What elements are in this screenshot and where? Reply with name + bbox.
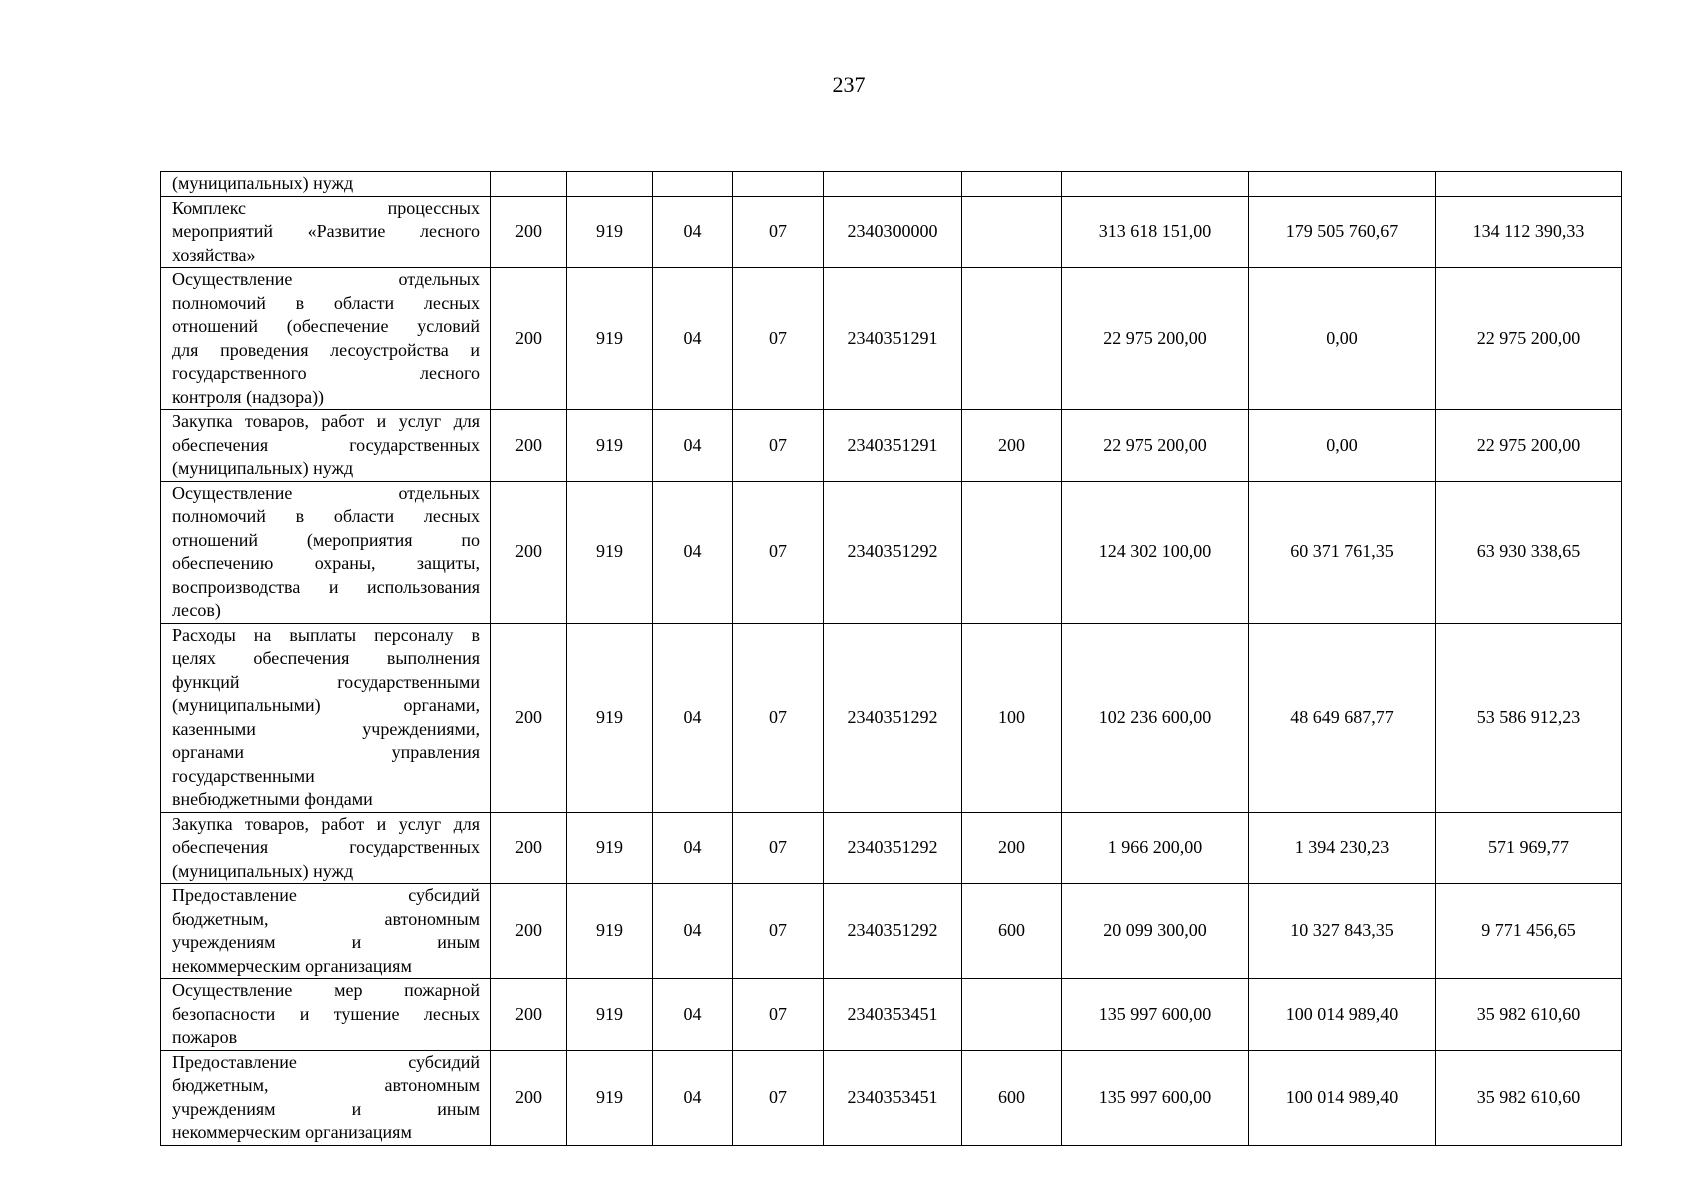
section-cell: 04 bbox=[653, 268, 733, 410]
description-line: учреждениям и иным bbox=[172, 1098, 480, 1119]
admin-code-cell: 200 bbox=[491, 812, 567, 884]
remainder-amount-cell: 9 771 456,65 bbox=[1436, 884, 1622, 979]
row-description bbox=[161, 884, 491, 979]
plan-amount-cell: 313 618 151,00 bbox=[1062, 196, 1249, 268]
plan-amount-cell: 20 099 300,00 bbox=[1062, 884, 1249, 979]
row-description bbox=[161, 979, 491, 1051]
table-row bbox=[161, 172, 1622, 197]
executed-amount-cell: 10 327 843,35 bbox=[1249, 884, 1436, 979]
subsection-cell: 07 bbox=[733, 410, 824, 482]
ministry-code-cell: 919 bbox=[567, 196, 653, 268]
table-row bbox=[161, 481, 1622, 623]
expense-type-cell bbox=[962, 481, 1062, 623]
plan-amount-cell: 135 997 600,00 bbox=[1062, 1050, 1249, 1145]
table-row bbox=[161, 410, 1622, 482]
ministry-code-cell: 919 bbox=[567, 268, 653, 410]
description-line: хозяйства» bbox=[172, 244, 256, 265]
target-article-cell: 2340351291 bbox=[824, 410, 962, 482]
row-description bbox=[161, 268, 491, 410]
remainder-amount-cell: 571 969,77 bbox=[1436, 812, 1622, 884]
description-line: некоммерческим организациям bbox=[172, 1122, 412, 1142]
description-line: Комплекс процессных bbox=[172, 197, 480, 218]
remainder-amount-cell: 134 112 390,33 bbox=[1436, 196, 1622, 268]
subsection-cell: 07 bbox=[733, 979, 824, 1051]
row-description bbox=[161, 172, 491, 197]
description-line: Осуществление мер пожарной bbox=[172, 980, 480, 1000]
remainder-amount-cell: 53 586 912,23 bbox=[1436, 623, 1622, 812]
subsection-cell: 07 bbox=[733, 623, 824, 812]
plan-amount-cell: 135 997 600,00 bbox=[1062, 979, 1249, 1051]
admin-code-cell bbox=[491, 172, 567, 197]
plan-amount-cell: 22 975 200,00 bbox=[1062, 268, 1249, 410]
executed-amount-cell: 0,00 bbox=[1249, 410, 1436, 482]
table-body bbox=[161, 172, 1622, 1146]
description-line: казенными учреждениями, bbox=[172, 718, 480, 739]
ministry-code-cell: 919 bbox=[567, 884, 653, 979]
expense-type-cell bbox=[962, 268, 1062, 410]
budget-table bbox=[160, 171, 1622, 1146]
remainder-amount-cell: 63 930 338,65 bbox=[1436, 481, 1622, 623]
description-line: бюджетным, автономным bbox=[172, 1075, 480, 1095]
executed-amount-cell: 179 505 760,67 bbox=[1249, 196, 1436, 268]
ministry-code-cell: 919 bbox=[567, 623, 653, 812]
executed-amount-cell: 0,00 bbox=[1249, 268, 1436, 410]
description-line: полномочий в области лесных bbox=[172, 292, 480, 313]
section-cell: 04 bbox=[653, 884, 733, 979]
description-line: (муниципальными) органами, bbox=[172, 695, 480, 715]
plan-amount-cell: 102 236 600,00 bbox=[1062, 623, 1249, 812]
expense-type-cell: 200 bbox=[962, 812, 1062, 884]
executed-amount-cell: 48 649 687,77 bbox=[1249, 623, 1436, 812]
row-description bbox=[161, 196, 491, 268]
description-line: безопасности и тушение лесных bbox=[172, 1003, 480, 1024]
description-line: государственного лесного bbox=[172, 363, 480, 383]
ministry-code-cell: 919 bbox=[567, 1050, 653, 1145]
admin-code-cell: 200 bbox=[491, 481, 567, 623]
section-cell: 04 bbox=[653, 979, 733, 1051]
expense-type-cell: 100 bbox=[962, 623, 1062, 812]
description-line: государственными bbox=[172, 765, 315, 786]
description-line: полномочий в области лесных bbox=[172, 506, 480, 526]
description-line: целях обеспечения выполнения bbox=[172, 648, 480, 668]
ministry-code-cell bbox=[567, 172, 653, 197]
remainder-amount-cell: 22 975 200,00 bbox=[1436, 410, 1622, 482]
description-line: органами управления bbox=[172, 742, 480, 762]
executed-amount-cell: 100 014 989,40 bbox=[1249, 1050, 1436, 1145]
table-row bbox=[161, 979, 1622, 1051]
subsection-cell: 07 bbox=[733, 481, 824, 623]
section-cell: 04 bbox=[653, 196, 733, 268]
description-line: Предоставление субсидий bbox=[172, 885, 480, 905]
section-cell: 04 bbox=[653, 623, 733, 812]
description-line: Расходы на выплаты персоналу в bbox=[172, 624, 480, 645]
table-row bbox=[161, 1050, 1622, 1145]
description-line: Закупка товаров, работ и услуг для bbox=[172, 813, 480, 834]
remainder-amount-cell: 22 975 200,00 bbox=[1436, 268, 1622, 410]
expense-type-cell: 600 bbox=[962, 1050, 1062, 1145]
plan-amount-cell: 1 966 200,00 bbox=[1062, 812, 1249, 884]
description-line: (муниципальных) нужд bbox=[172, 458, 354, 478]
plan-amount-cell bbox=[1062, 172, 1249, 197]
description-line: отношений (мероприятия по bbox=[172, 529, 480, 550]
description-line: (муниципальных) нужд bbox=[172, 173, 354, 193]
section-cell: 04 bbox=[653, 481, 733, 623]
description-line: обеспечения государственных bbox=[172, 434, 480, 455]
description-line: воспроизводства и использования bbox=[172, 576, 480, 597]
page-number: 237 bbox=[832, 72, 866, 97]
ministry-code-cell: 919 bbox=[567, 812, 653, 884]
executed-amount-cell: 1 394 230,23 bbox=[1249, 812, 1436, 884]
description-line: Предоставление субсидий bbox=[172, 1051, 480, 1072]
description-line: лесов) bbox=[172, 600, 221, 620]
row-description bbox=[161, 812, 491, 884]
admin-code-cell: 200 bbox=[491, 1050, 567, 1145]
remainder-amount-cell bbox=[1436, 172, 1622, 197]
table-row bbox=[161, 884, 1622, 979]
description-line: обеспечению охраны, защиты, bbox=[172, 553, 480, 573]
target-article-cell: 2340353451 bbox=[824, 979, 962, 1051]
table-row bbox=[161, 196, 1622, 268]
section-cell: 04 bbox=[653, 410, 733, 482]
expense-type-cell bbox=[962, 172, 1062, 197]
admin-code-cell: 200 bbox=[491, 268, 567, 410]
description-line: Осуществление отдельных bbox=[172, 269, 480, 289]
ministry-code-cell: 919 bbox=[567, 979, 653, 1051]
executed-amount-cell bbox=[1249, 172, 1436, 197]
description-line: Закупка товаров, работ и услуг для bbox=[172, 411, 480, 431]
admin-code-cell: 200 bbox=[491, 623, 567, 812]
description-line: внебюджетными фондами bbox=[172, 789, 373, 809]
description-line: контроля (надзора)) bbox=[172, 386, 325, 407]
table-row bbox=[161, 623, 1622, 812]
section-cell bbox=[653, 172, 733, 197]
description-line: для проведения лесоустройства и bbox=[172, 339, 480, 360]
expense-type-cell: 200 bbox=[962, 410, 1062, 482]
description-line: (муниципальных) нужд bbox=[172, 860, 354, 881]
row-description bbox=[161, 410, 491, 482]
target-article-cell: 2340351291 bbox=[824, 268, 962, 410]
executed-amount-cell: 60 371 761,35 bbox=[1249, 481, 1436, 623]
description-line: пожаров bbox=[172, 1027, 238, 1047]
row-description bbox=[161, 1050, 491, 1145]
target-article-cell: 2340351292 bbox=[824, 481, 962, 623]
subsection-cell: 07 bbox=[733, 1050, 824, 1145]
subsection-cell: 07 bbox=[733, 196, 824, 268]
executed-amount-cell: 100 014 989,40 bbox=[1249, 979, 1436, 1051]
description-line: отношений (обеспечение условий bbox=[172, 316, 480, 336]
description-line: бюджетным, автономным bbox=[172, 908, 480, 929]
row-description bbox=[161, 481, 491, 623]
target-article-cell: 2340300000 bbox=[824, 196, 962, 268]
admin-code-cell: 200 bbox=[491, 410, 567, 482]
table-row bbox=[161, 812, 1622, 884]
row-description bbox=[161, 623, 491, 812]
expense-type-cell bbox=[962, 196, 1062, 268]
subsection-cell: 07 bbox=[733, 812, 824, 884]
target-article-cell: 2340351292 bbox=[824, 884, 962, 979]
admin-code-cell: 200 bbox=[491, 884, 567, 979]
expense-type-cell: 600 bbox=[962, 884, 1062, 979]
description-line: мероприятий «Развитие лесного bbox=[172, 221, 480, 241]
subsection-cell bbox=[733, 172, 824, 197]
description-line: обеспечения государственных bbox=[172, 837, 480, 857]
remainder-amount-cell: 35 982 610,60 bbox=[1436, 1050, 1622, 1145]
section-cell: 04 bbox=[653, 1050, 733, 1145]
target-article-cell: 2340353451 bbox=[824, 1050, 962, 1145]
description-line: Осуществление отдельных bbox=[172, 482, 480, 503]
description-line: некоммерческим организациям bbox=[172, 955, 412, 976]
plan-amount-cell: 124 302 100,00 bbox=[1062, 481, 1249, 623]
subsection-cell: 07 bbox=[733, 884, 824, 979]
expense-type-cell bbox=[962, 979, 1062, 1051]
plan-amount-cell: 22 975 200,00 bbox=[1062, 410, 1249, 482]
target-article-cell bbox=[824, 172, 962, 197]
section-cell: 04 bbox=[653, 812, 733, 884]
table-row bbox=[161, 268, 1622, 410]
remainder-amount-cell: 35 982 610,60 bbox=[1436, 979, 1622, 1051]
ministry-code-cell: 919 bbox=[567, 481, 653, 623]
ministry-code-cell: 919 bbox=[567, 410, 653, 482]
admin-code-cell: 200 bbox=[491, 979, 567, 1051]
admin-code-cell: 200 bbox=[491, 196, 567, 268]
subsection-cell: 07 bbox=[733, 268, 824, 410]
description-line: учреждениям и иным bbox=[172, 932, 480, 952]
target-article-cell: 2340351292 bbox=[824, 812, 962, 884]
target-article-cell: 2340351292 bbox=[824, 623, 962, 812]
description-line: функций государственными bbox=[172, 671, 480, 692]
